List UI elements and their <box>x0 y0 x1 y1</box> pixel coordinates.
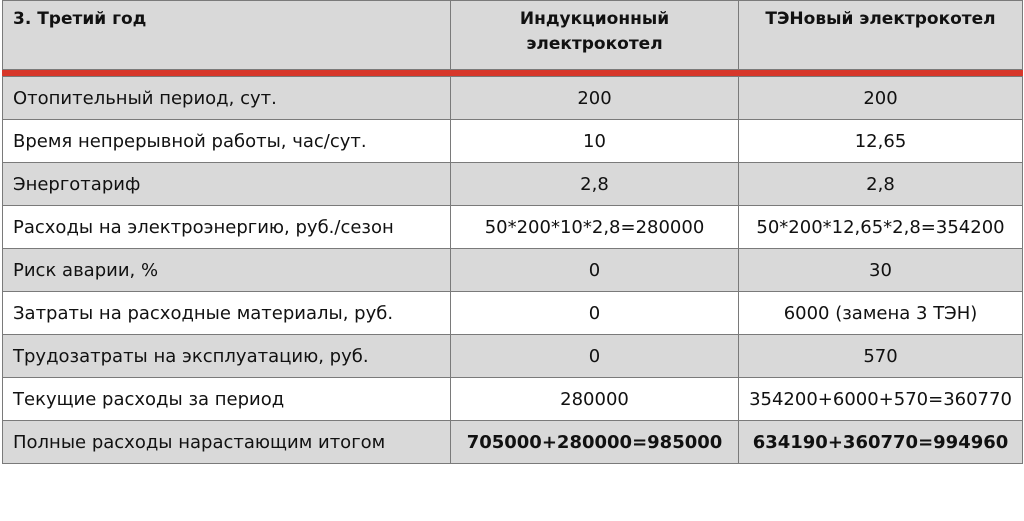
row-label: Отопительный период, сут. <box>3 77 451 120</box>
induction-value: 50*200*10*2,8=280000 <box>451 206 739 249</box>
header-row <box>3 1 1023 70</box>
row-label: Затраты на расходные материалы, руб. <box>3 292 451 335</box>
row-label: Энерготариф <box>3 163 451 206</box>
ten-value: 50*200*12,65*2,8=354200 <box>739 206 1023 249</box>
ten-value: 2,8 <box>739 163 1023 206</box>
comparison-table <box>2 0 1023 464</box>
comparison-table-container <box>2 0 1022 464</box>
induction-total-value: 705000+280000=985000 <box>451 421 739 464</box>
ten-value: 12,65 <box>739 120 1023 163</box>
induction-value: 0 <box>451 335 739 378</box>
induction-value: 280000 <box>451 378 739 421</box>
row-label: Полные расходы нарастающим итогом <box>3 421 451 464</box>
ten-value: 354200+6000+570=360770 <box>739 378 1023 421</box>
accent-cell <box>3 70 451 77</box>
table-row-total <box>3 421 1023 464</box>
table-row <box>3 163 1023 206</box>
header-ten-boiler: ТЭНовый электрокотел <box>739 1 1023 70</box>
induction-value: 200 <box>451 77 739 120</box>
table-row <box>3 206 1023 249</box>
table-row <box>3 335 1023 378</box>
induction-value: 2,8 <box>451 163 739 206</box>
header-accent-line <box>3 70 1023 77</box>
induction-value: 0 <box>451 292 739 335</box>
row-label: Текущие расходы за период <box>3 378 451 421</box>
header-induction-boiler: Индукционный электрокотел <box>451 1 739 70</box>
ten-value: 570 <box>739 335 1023 378</box>
ten-total-value: 634190+360770=994960 <box>739 421 1023 464</box>
accent-cell <box>451 70 739 77</box>
row-label: Расходы на электроэнергию, руб./сезон <box>3 206 451 249</box>
accent-cell <box>739 70 1023 77</box>
table-body <box>3 70 1023 464</box>
row-label: Трудозатраты на эксплуатацию, руб. <box>3 335 451 378</box>
induction-value: 10 <box>451 120 739 163</box>
ten-value: 200 <box>739 77 1023 120</box>
ten-value: 30 <box>739 249 1023 292</box>
ten-value: 6000 (замена 3 ТЭН) <box>739 292 1023 335</box>
table-row <box>3 292 1023 335</box>
row-label: Риск аварии, % <box>3 249 451 292</box>
table-row <box>3 120 1023 163</box>
row-label: Время непрерывной работы, час/сут. <box>3 120 451 163</box>
header-year-title: 3. Третий год <box>3 1 451 70</box>
table-row <box>3 378 1023 421</box>
table-row <box>3 249 1023 292</box>
table-header <box>3 1 1023 70</box>
table-row <box>3 77 1023 120</box>
induction-value: 0 <box>451 249 739 292</box>
